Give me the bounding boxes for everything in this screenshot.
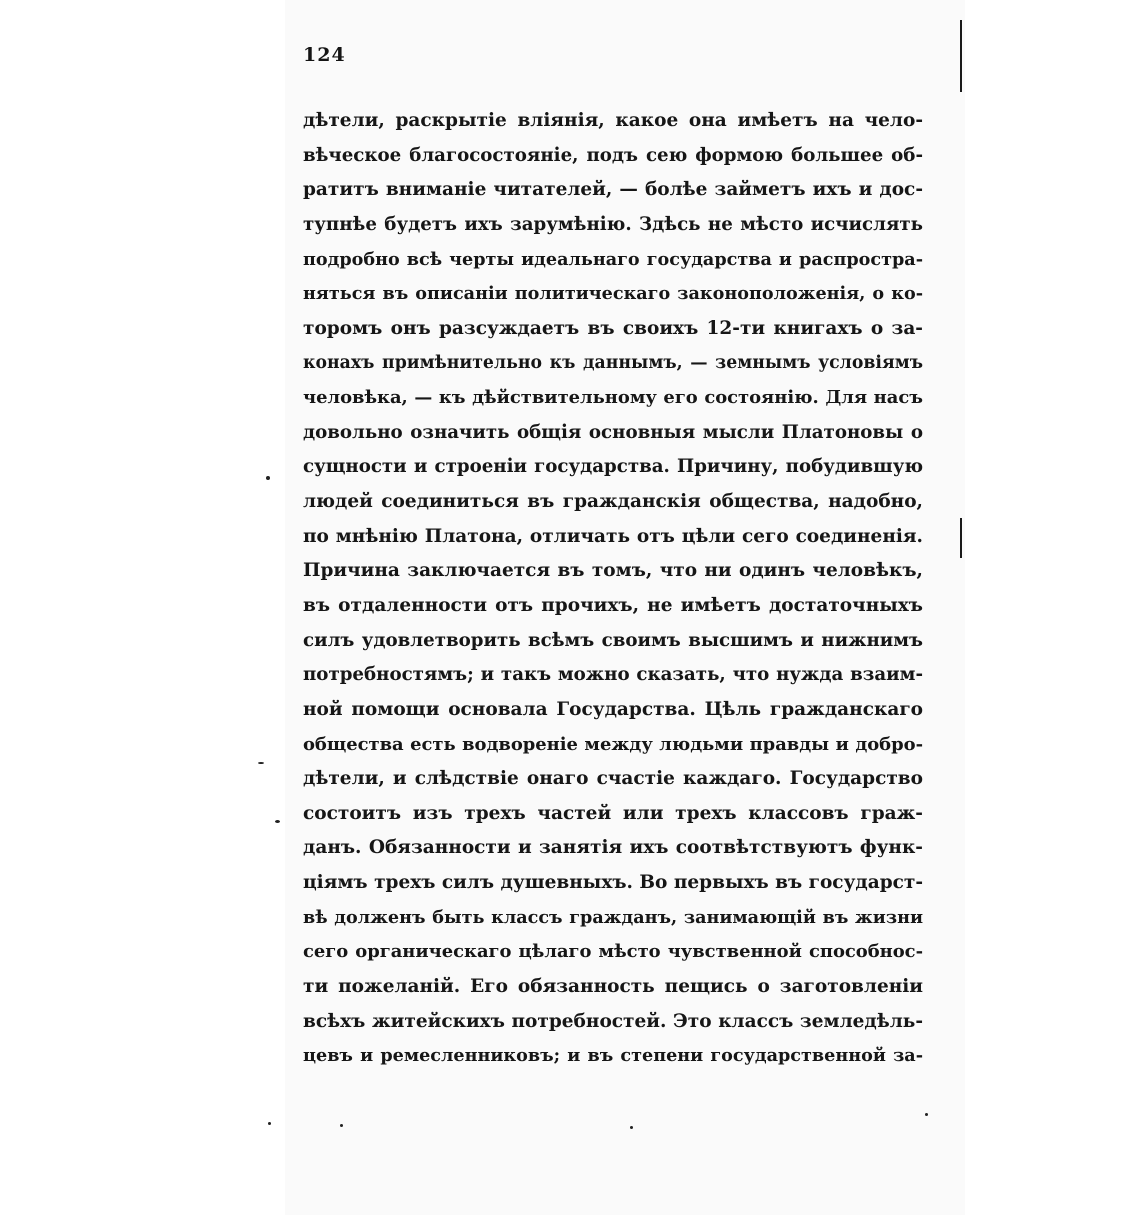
text-line: ратитъ вниманіе читателей, — болѣе займетъ ихъ и дос-	[303, 179, 923, 201]
text-line: потребностямъ; и такъ можно сказать, что нужда взаим-	[303, 664, 923, 686]
text-line: подробно всѣ черты идеальнаго государства и распростра-	[303, 248, 923, 270]
text-line: вѣческое благосостояніе, подъ сею формою большее об-	[303, 144, 923, 166]
text-line: по мнѣнію Платона, отличать отъ цѣли сего соединенія.	[303, 525, 923, 547]
text-line: торомъ онъ разсуждаетъ въ своихъ 12-ти книгахъ о за-	[303, 317, 923, 339]
text-line: няться въ описаніи политическаго законоположенія, о ко-	[303, 283, 923, 305]
text-line: человѣка, — къ дѣйствительному его состоянію. Для насъ	[303, 387, 923, 409]
dust-speck	[925, 1113, 928, 1116]
text-line: довольно означить общія основныя мысли Платоновы о	[303, 421, 923, 443]
text-line: общества есть водвореніе между людьми правды и добро-	[303, 733, 923, 755]
text-line: дѣтели, и слѣдствіе онаго счастіе каждаго. Государство	[303, 768, 923, 790]
margin-line-middle	[960, 518, 962, 558]
text-line: ти пожеланій. Его обязанность пещись о заготовленіи	[303, 976, 923, 998]
dust-speck	[630, 1126, 633, 1129]
text-line: вѣ долженъ быть классъ гражданъ, занимающій въ жизни	[303, 906, 923, 928]
text-line: людей соединиться въ гражданскія общества, надобно,	[303, 491, 923, 513]
text-line: въ отдаленности отъ прочихъ, не имѣетъ достаточныхъ	[303, 594, 923, 616]
text-line: конахъ примѣнительно къ даннымъ, — земнымъ условіямъ	[303, 353, 923, 374]
margin-line-top	[960, 20, 962, 92]
text-line: тупнѣе будетъ ихъ зарумѣнію. Здѣсь не мѣсто исчислять	[303, 213, 923, 235]
dust-speck	[266, 476, 270, 480]
text-line: данъ. Обязанности и занятія ихъ соотвѣтствуютъ функ-	[303, 837, 923, 859]
text-line: дѣтели, раскрытіе вліянія, какое она имѣетъ на чело-	[303, 110, 923, 131]
text-line: Причина заключается въ томъ, что ни одинъ человѣкъ,	[303, 560, 923, 582]
text-line: ціямъ трехъ силъ душевныхъ. Во первыхъ въ государст-	[303, 872, 923, 894]
text-line: силъ удовлетворить всѣмъ своимъ высшимъ и нижнимъ	[303, 629, 923, 651]
text-line: сего органическаго цѣлаго мѣсто чувственной способнос-	[303, 941, 923, 963]
dust-speck	[258, 762, 264, 764]
text-line: цевъ и ремесленниковъ; и въ степени государственной за-	[303, 1045, 923, 1067]
body-text	[303, 104, 923, 1074]
text-line: сущности и строеніи государства. Причину, побудившую	[303, 456, 923, 478]
dust-speck	[268, 1122, 271, 1125]
text-line: состоитъ изъ трехъ частей или трехъ классовъ граж-	[303, 802, 923, 824]
dust-speck	[340, 1124, 343, 1127]
text-line: всѣхъ житейскихъ потребностей. Это классъ земледѣль-	[303, 1010, 923, 1032]
text-line: ной помощи основала Государства. Цѣль гражданскаго	[303, 698, 923, 720]
dust-speck	[275, 820, 280, 823]
page-number: 124	[303, 44, 346, 66]
